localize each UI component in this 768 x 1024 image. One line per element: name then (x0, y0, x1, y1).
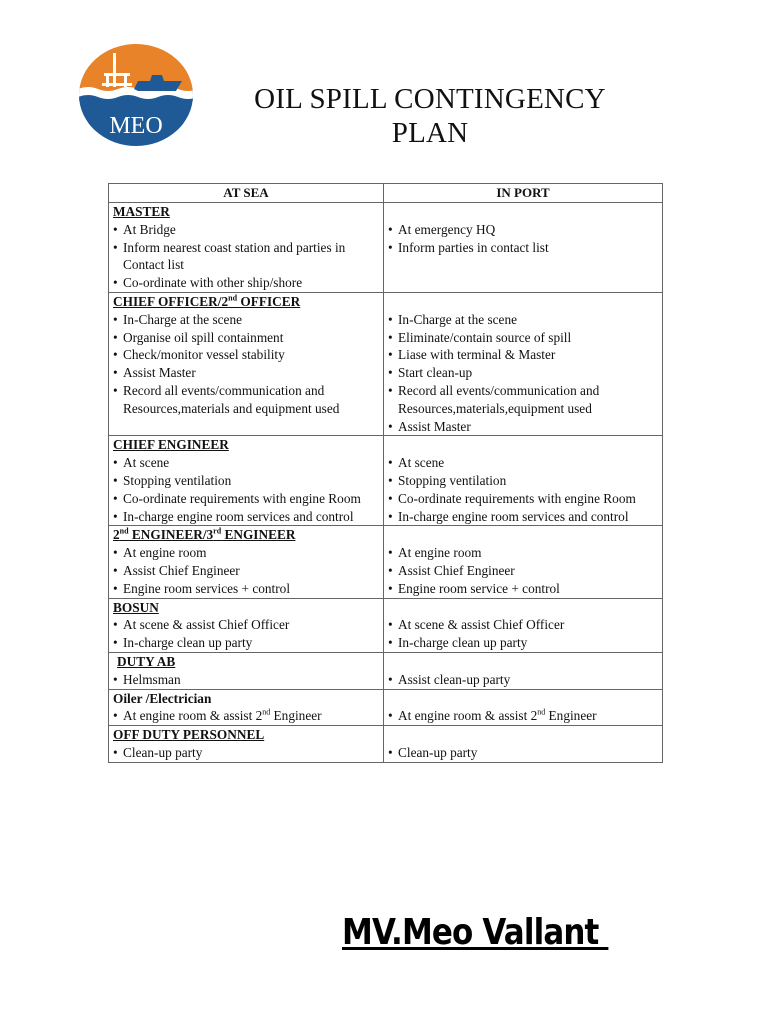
header-in-port: IN PORT (384, 184, 663, 203)
cell-in-port (384, 726, 663, 763)
list-item: • Stopping ventilation (113, 472, 379, 490)
table-row-off-duty (109, 726, 663, 763)
title-line-2: PLAN (391, 117, 469, 149)
list-item: • Clean-up party (388, 744, 658, 762)
list-item: • Record all events/communication and Resources,materials and equipment used (113, 382, 379, 418)
cell-in-port (384, 292, 663, 435)
list-item: • At scene (113, 454, 379, 472)
table-row-duty-ab (109, 652, 663, 689)
table-header-row (109, 184, 663, 203)
list-item: • At engine room (113, 544, 379, 562)
cell-at-sea (109, 526, 384, 598)
cell-at-sea (109, 292, 384, 435)
role-heading: MASTER (113, 204, 170, 219)
list-item: • Clean-up party (113, 744, 379, 762)
list-item: • At scene & assist Chief Officer (113, 616, 379, 634)
cell-at-sea (109, 598, 384, 652)
header-at-sea: AT SEA (109, 184, 384, 203)
list-item: • Assist Master (388, 418, 658, 436)
list-item: • Organise oil spill containment (113, 329, 379, 347)
role-heading: BOSUN (113, 599, 159, 615)
table-row-bosun (109, 598, 663, 652)
list-item: • In-Charge at the scene (388, 311, 658, 329)
list-item: • Stopping ventilation (388, 472, 658, 490)
list-item: • Assist Chief Engineer (113, 562, 379, 580)
list-item: • In-charge engine room services and control (388, 508, 658, 526)
role-heading: OFF DUTY PERSONNEL (113, 727, 265, 743)
list-item: • Co-ordinate requirements with engine Room (113, 490, 379, 508)
cell-in-port (384, 436, 663, 526)
list-item: • Start clean-up (388, 364, 658, 382)
list-item: • Co-ordinate with other ship/shore (113, 274, 379, 292)
cell-at-sea (109, 652, 384, 689)
cell-in-port (384, 652, 663, 689)
title-line-1: OIL SPILL CONTINGENCY (254, 83, 606, 115)
list-item: • At engine room (388, 544, 658, 562)
meo-wordmark (109, 113, 162, 139)
role-heading: DUTY AB (117, 653, 176, 669)
list-item: • At engine room & assist 2nd Engineer (113, 707, 379, 725)
table-row-master (109, 203, 663, 293)
cell-in-port (384, 598, 663, 652)
table-row-chief-engineer (109, 436, 663, 526)
cell-in-port (384, 203, 663, 293)
list-item: • Assist clean-up party (388, 671, 658, 689)
list-item: • Inform nearest coast station and parties in Contact list (113, 239, 379, 275)
list-item: • Eliminate/contain source of spill (388, 329, 658, 347)
list-item: • At Bridge (113, 221, 379, 239)
cell-at-sea (109, 436, 384, 526)
list-item: • At engine room & assist 2nd Engineer (388, 707, 658, 725)
role-heading: 2nd ENGINEER/3rd ENGINEER (113, 526, 296, 543)
list-item: • Liase with terminal & Master (388, 346, 658, 364)
list-item: • Engine room services + control (113, 580, 379, 598)
list-item: • At scene (388, 454, 658, 472)
table-row-engineers (109, 526, 663, 598)
role-heading: CHIEF ENGINEER (113, 437, 229, 453)
list-item: • Check/monitor vessel stability (113, 346, 379, 364)
list-item: • At emergency HQ (388, 221, 658, 239)
list-item: • Engine room service + control (388, 580, 658, 598)
cell-at-sea (109, 689, 384, 726)
list-item: • Helmsman (113, 671, 379, 689)
vessel-name: MV.Meo Vallant (342, 912, 609, 953)
table-row-chief-officer (109, 292, 663, 435)
list-item: • At scene & assist Chief Officer (388, 616, 658, 634)
page-title (200, 82, 660, 150)
role-heading: CHIEF OFFICER/2nd OFFICER (113, 293, 301, 309)
svg-text:MEO: MEO (109, 113, 163, 139)
cell-in-port (384, 526, 663, 598)
table-row-oiler-electrician (109, 689, 663, 726)
meo-logo (78, 43, 194, 147)
list-item: • Inform parties in contact list (388, 239, 658, 257)
cell-at-sea (109, 203, 384, 293)
cell-at-sea (109, 726, 384, 763)
list-item: • In-Charge at the scene (113, 311, 379, 329)
list-item: • Assist Master (113, 364, 379, 382)
contingency-table (108, 183, 663, 763)
list-item: • In-charge engine room services and control (113, 508, 379, 526)
list-item: • Record all events/communication and Resources,materials,equipment used (388, 382, 658, 418)
list-item: • Co-ordinate requirements with engine Room (388, 490, 658, 508)
list-item: • Assist Chief Engineer (388, 562, 658, 580)
role-heading: Oiler /Electrician (113, 690, 212, 706)
list-item: • In-charge clean up party (113, 634, 379, 652)
cell-in-port (384, 689, 663, 726)
list-item: • In-charge clean up party (388, 634, 658, 652)
